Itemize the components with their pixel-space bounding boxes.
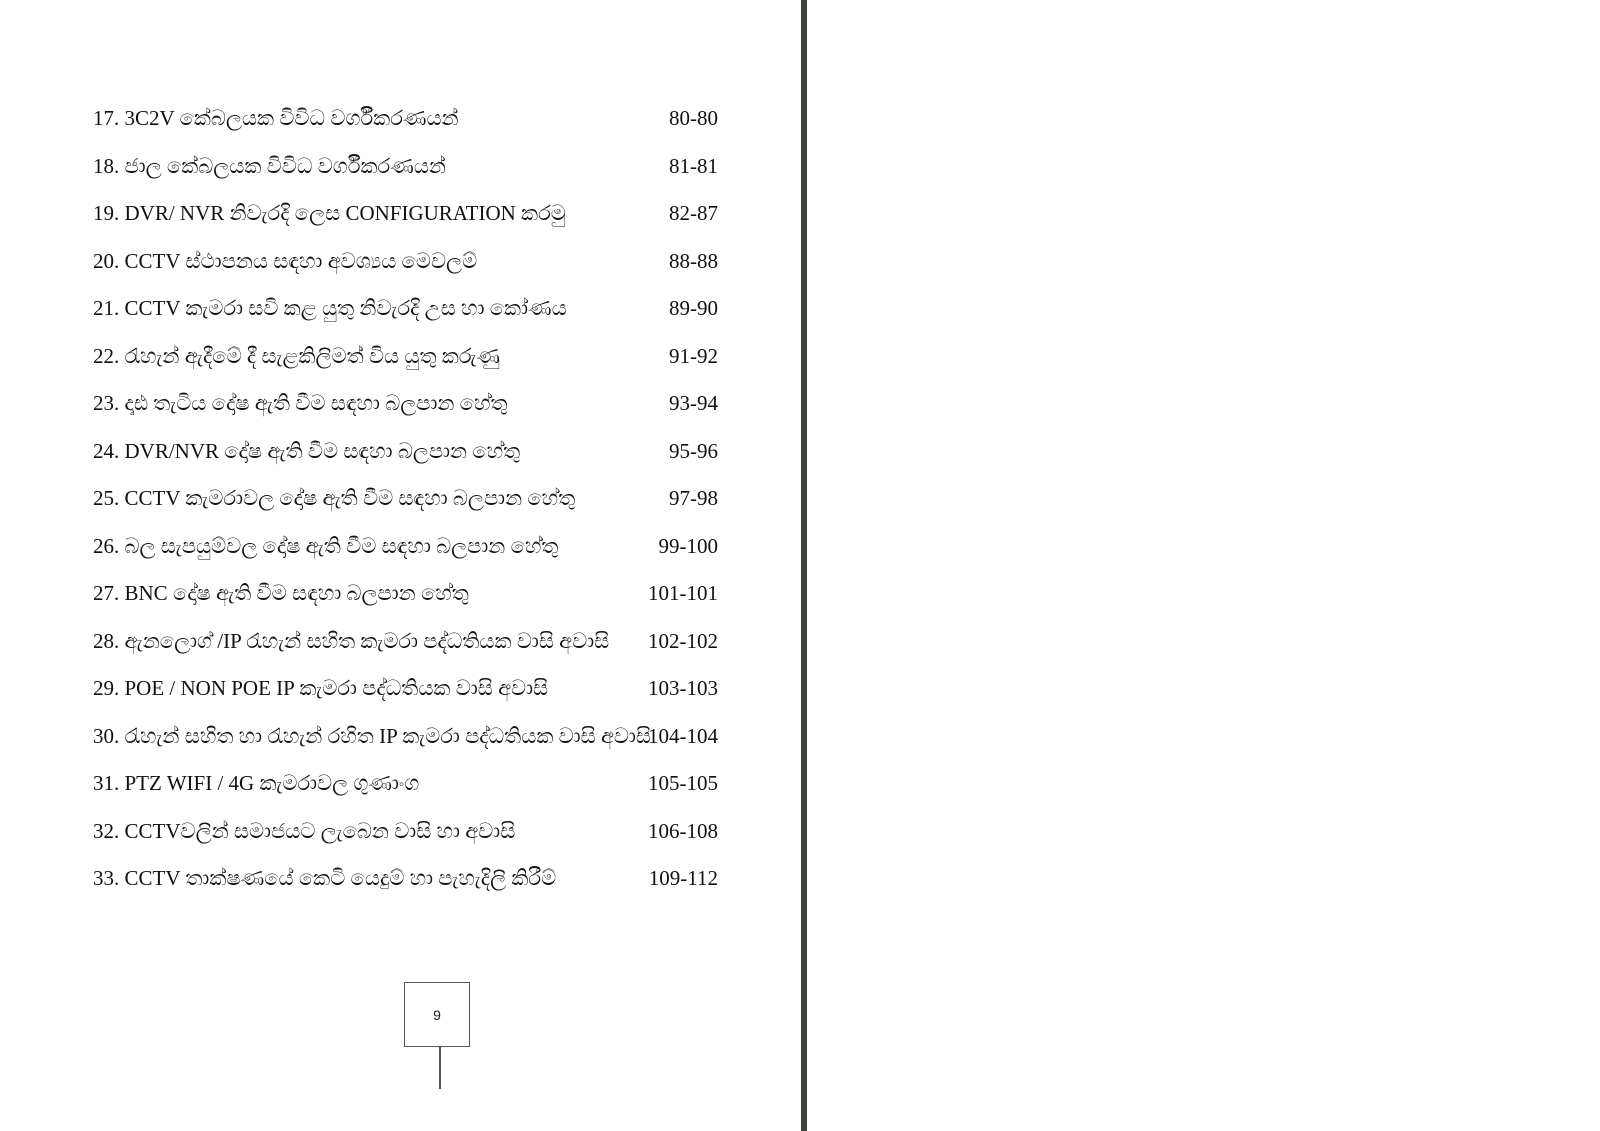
toc-entry-title: 17. 3C2V කේබලයක විවිධ වර්ගීකරණයන් bbox=[93, 106, 459, 130]
toc-entry bbox=[93, 152, 718, 200]
toc-entry-pages: 104-104 bbox=[648, 723, 718, 748]
toc-entry bbox=[93, 532, 718, 580]
toc-entry-title: 25. CCTV කැමරාවල දෝෂ ඇති වීම සඳහා බලපාන හේතු bbox=[93, 486, 576, 510]
toc-entry-title: 23. දෘඪ තැටිය දෝෂ ඇති වීම සඳහා බලපාන හේතු bbox=[93, 391, 508, 415]
toc-entry-title: 19. DVR/ NVR නිවැරදි ලෙස CONFIGURATION කරමු bbox=[93, 201, 566, 225]
toc-entry-pages: 81-81 bbox=[669, 153, 718, 178]
toc-entry bbox=[93, 199, 718, 247]
toc-entry-pages: 105-105 bbox=[648, 771, 718, 795]
toc-entry-title: 33. CCTV තාක්ෂණයේ කෙටි යෙදුම් හා පැහැදිලි කිරීම් bbox=[93, 866, 557, 890]
toc-entry bbox=[93, 769, 718, 817]
toc-entry bbox=[93, 247, 718, 295]
toc-entry bbox=[93, 342, 718, 390]
toc-entry-title: 24. DVR/NVR දෝෂ ඇති වීම සඳහා බලපාන හේතු bbox=[93, 438, 521, 463]
toc-entry bbox=[93, 674, 718, 722]
page-number-stem bbox=[439, 1047, 441, 1089]
toc-entry-pages: 109-112 bbox=[648, 866, 718, 890]
toc-entry-pages: 102-102 bbox=[648, 628, 718, 653]
toc-entry-title: 18. ජාල කේබලයක විවිධ වර්ගීකරණයන් bbox=[93, 153, 446, 178]
toc-entry bbox=[93, 437, 718, 485]
toc-entry-title: 30. රැහැන් සහිත හා රැහැන් රහිත IP කැමරා පද්ධතියක වාසි අවාසි bbox=[93, 723, 652, 748]
toc-entry-title: 27. BNC දෝෂ ඇති වීම සඳහා බලපාන හේතු bbox=[93, 581, 469, 605]
toc-entry-pages: 91-92 bbox=[669, 343, 718, 368]
toc-entry bbox=[93, 627, 718, 675]
toc-entry-pages: 82-87 bbox=[669, 201, 718, 225]
toc-entry bbox=[93, 864, 718, 912]
toc-entry-pages: 99-100 bbox=[658, 533, 718, 558]
toc-entry-pages: 80-80 bbox=[669, 106, 718, 130]
page-number: 9 bbox=[404, 982, 470, 1047]
toc-entry bbox=[93, 389, 718, 437]
toc-entry bbox=[93, 817, 718, 865]
toc-entry-title: 21. CCTV කැමරා සවි කළ යුතු නිවැරදි උස හා කෝණය bbox=[93, 296, 567, 320]
toc-entry-pages: 93-94 bbox=[669, 391, 718, 415]
toc-entry-pages: 88-88 bbox=[669, 248, 718, 273]
toc-entry bbox=[93, 722, 718, 770]
toc-entry-pages: 106-108 bbox=[648, 818, 718, 843]
toc-entry bbox=[93, 484, 718, 532]
toc-entry-title: 28. ඇනලොග් /IP රැහැන් සහිත කැමරා පද්ධතියක වාසි අවාසි bbox=[93, 628, 610, 653]
toc-entry bbox=[93, 579, 718, 627]
toc-entry bbox=[93, 294, 718, 342]
toc-entry-title: 32. CCTVවලින් සමාජයට ලැබෙන වාසි හා අවාසි bbox=[93, 818, 516, 843]
toc-entry-pages: 97-98 bbox=[669, 486, 718, 510]
table-of-contents bbox=[93, 104, 718, 912]
right-page bbox=[807, 0, 1600, 1131]
toc-entry-pages: 103-103 bbox=[648, 676, 718, 700]
toc-entry-title: 31. PTZ WIFI / 4G කැමරාවල ගුණාංග bbox=[93, 771, 420, 795]
toc-entry-title: 20. CCTV ස්ථාපනය සඳහා අවශ්‍යය මෙවලම් bbox=[93, 248, 478, 273]
toc-entry bbox=[93, 104, 718, 152]
toc-entry-pages: 95-96 bbox=[669, 438, 718, 463]
toc-entry-pages: 101-101 bbox=[648, 581, 718, 605]
toc-entry-title: 22. රැහැන් ඇදීමේ දී සැළකිලිමත් විය යුතු කරුණු bbox=[93, 343, 500, 368]
toc-entry-title: 29. POE / NON POE IP කැමරා පද්ධතියක වාසි අවාසි bbox=[93, 676, 549, 700]
toc-entry-title: 26. බල සැපයුම්වල දෝෂ ඇති වීම සඳහා බලපාන හේතු bbox=[93, 533, 559, 558]
toc-entry-pages: 89-90 bbox=[669, 296, 718, 320]
